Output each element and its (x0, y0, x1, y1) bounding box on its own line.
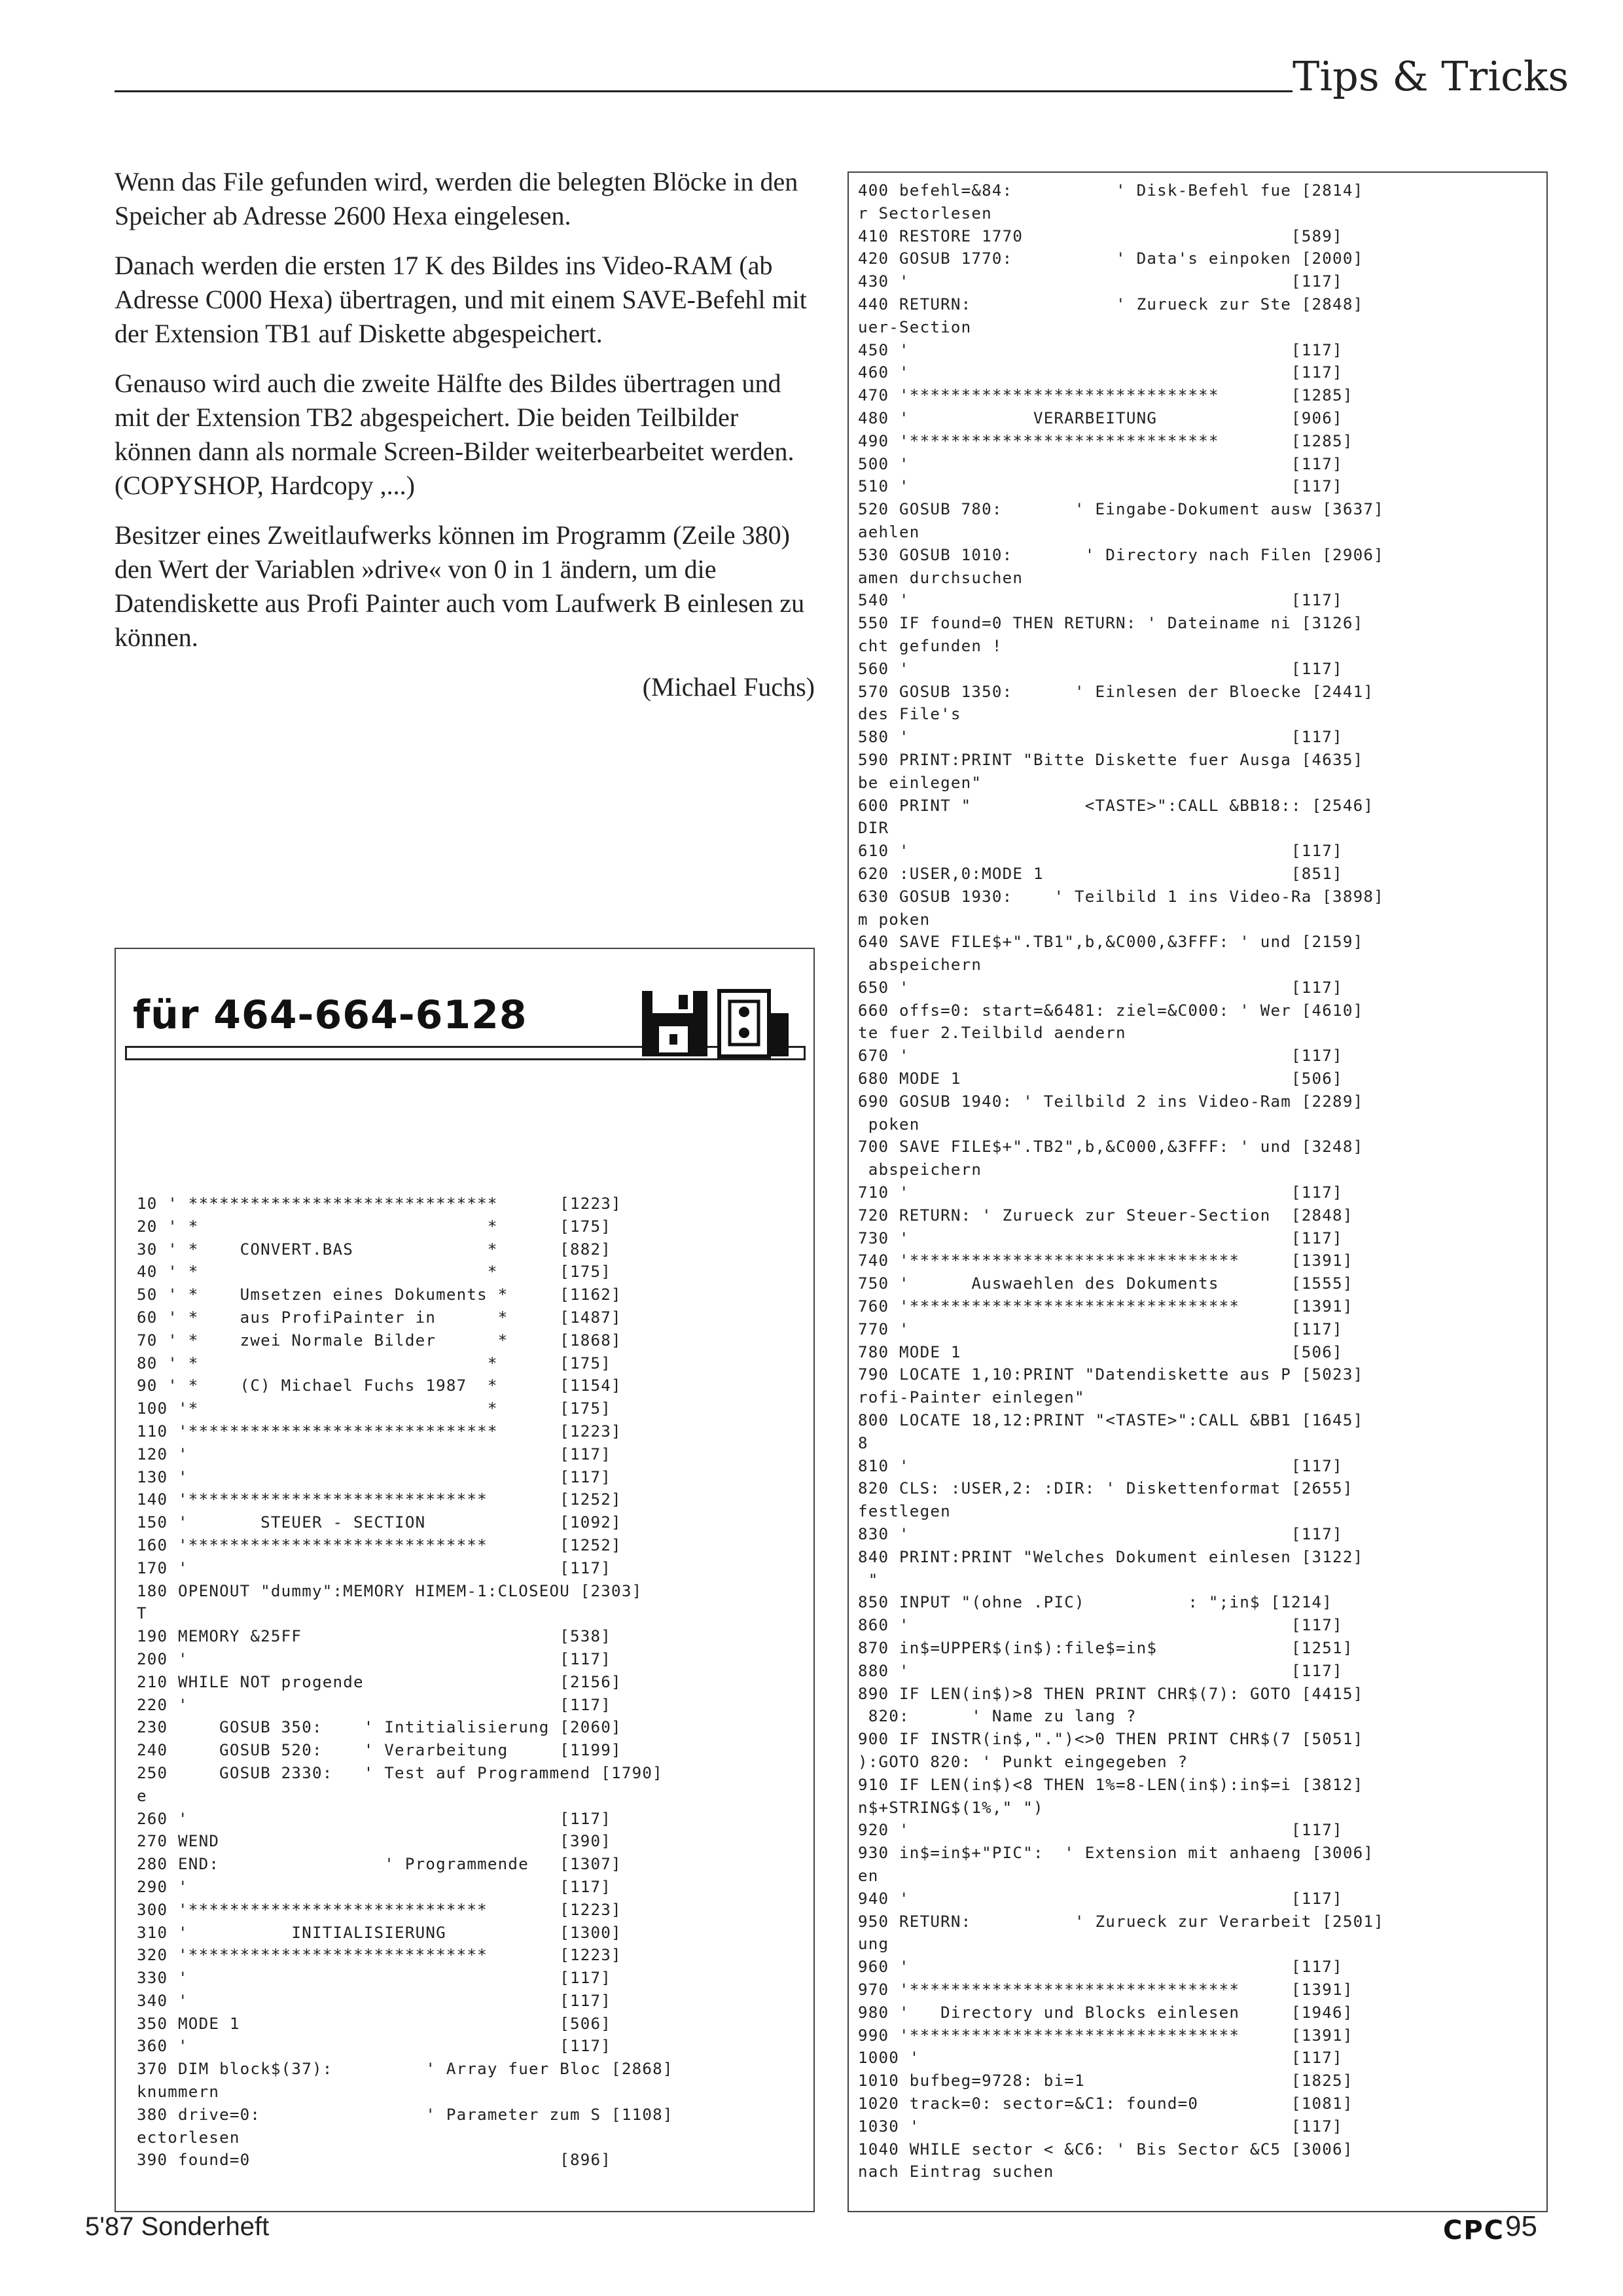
code-line: 490 '****************************** [1285] (858, 431, 1353, 450)
code-line: 130 ' [117] (137, 1467, 612, 1486)
code-line: 770 ' [117] (858, 1319, 1343, 1338)
code-line: 720 RETURN: ' Zurueck zur Steuer-Section [2848] (858, 1206, 1353, 1225)
code-line: 190 MEMORY &25FF [538] (137, 1627, 612, 1646)
code-listing-right (858, 179, 1542, 2183)
code-line: 410 RESTORE 1770 [589] (858, 226, 1343, 245)
code-line: T (137, 1604, 147, 1623)
code-line: 580 ' [117] (858, 728, 1343, 747)
code-line: poken (858, 1115, 920, 1134)
code-line: 210 WHILE NOT progende [2156] (137, 1672, 622, 1691)
code-line: r Sectorlesen (858, 204, 992, 223)
code-line: 550 IF found=0 THEN RETURN: ' Dateiname ni [3126] (858, 614, 1364, 633)
code-line: m poken (858, 910, 931, 929)
code-line: rofi-Painter einlegen" (858, 1388, 1085, 1407)
code-line: 310 ' INITIALISIERUNG [1300] (137, 1923, 622, 1942)
code-line: 320 '***************************** [1223] (137, 1946, 622, 1965)
code-line: 8 (858, 1433, 868, 1452)
code-line: 830 ' [117] (858, 1525, 1343, 1544)
code-line: 970 '******************************** [1391] (858, 1980, 1353, 1999)
code-line: abspeichern (858, 1160, 982, 1179)
code-line: 710 ' [117] (858, 1183, 1343, 1202)
code-line: 340 ' [117] (137, 1991, 612, 2010)
footer-brand-logo: CPC (1443, 2215, 1505, 2246)
code-line: 940 ' [117] (858, 1889, 1343, 1908)
code-line: 670 ' [117] (858, 1047, 1343, 1066)
code-line: 880 ' [117] (858, 1661, 1343, 1680)
code-line: festlegen (858, 1502, 951, 1521)
code-line: te fuer 2.Teilbild aendern (858, 1024, 1126, 1043)
code-line: 50 ' * Umsetzen eines Dokuments * [1162] (137, 1285, 622, 1304)
code-line: 530 GOSUB 1010: ' Directory nach Filen [2906] (858, 545, 1384, 564)
code-line: 760 '******************************** [1391] (858, 1297, 1353, 1316)
code-line: 560 ' [117] (858, 659, 1343, 678)
code-line: n$+STRING$(1%," ") (858, 1798, 1044, 1817)
code-line: 950 RETURN: ' Zurueck zur Verarbeit [2501] (858, 1912, 1384, 1931)
code-line: 750 ' Auswaehlen des Dokuments [1555] (858, 1274, 1353, 1293)
code-line: 930 in$=in$+"PIC": ' Extension mit anhaeng [3006] (858, 1844, 1374, 1863)
code-line: 600 PRINT " <TASTE>":CALL &BB18:: [2546] (858, 796, 1374, 815)
code-line: 860 ' [117] (858, 1616, 1343, 1635)
code-line: 1040 WHILE sector < &C6: ' Bis Sector &C5 [3006] (858, 2140, 1353, 2159)
code-line: aehlen (858, 522, 920, 541)
code-line: 540 ' [117] (858, 591, 1343, 610)
code-line: 110 '****************************** [1223] (137, 1422, 622, 1441)
code-line: 510 ' [117] (858, 477, 1343, 496)
code-line: 610 ' [117] (858, 842, 1343, 861)
code-line: 120 ' [117] (137, 1444, 612, 1463)
code-line: 140 '***************************** [1252] (137, 1490, 622, 1509)
code-line: 290 ' [117] (137, 1877, 612, 1896)
code-line: 810 ' [117] (858, 1456, 1343, 1475)
code-line: 180 OPENOUT "dummy":MEMORY HIMEM-1:CLOSEOU [2303] (137, 1581, 643, 1600)
code-line: ectorlesen (137, 2128, 240, 2147)
code-line: 1000 ' [117] (858, 2049, 1343, 2068)
code-line: 270 WEND [390] (137, 1832, 612, 1851)
code-line: cht gefunden ! (858, 636, 1003, 655)
code-line: 680 MODE 1 [506] (858, 1069, 1343, 1088)
code-line: 870 in$=UPPER$(in$):file$=in$ [1251] (858, 1639, 1353, 1657)
code-line: 390 found=0 [896] (137, 2151, 612, 2170)
paragraph: Besitzer eines Zweitlaufwerks können im Programm (Zeile 380) den Wert der Variablen »drive« von 0 in 1 ändern, um die Datendiskette aus Profi Painter auch vom Laufwerk B einlesen zu können. (115, 520, 805, 652)
code-line: 90 ' * (C) Michael Fuchs 1987 * [1154] (137, 1376, 622, 1395)
code-line: 280 END: ' Programmende [1307] (137, 1855, 622, 1874)
code-line: 910 IF LEN(in$)<8 THEN 1%=8-LEN(in$):in$=i [3812] (858, 1775, 1364, 1794)
code-line: DIR (858, 819, 889, 838)
code-listing-left (137, 1193, 804, 2172)
paragraph: Genauso wird auch die zweite Hälfte des Bildes übertragen und mit der Extension TB2 abgespeichert. Die beiden Teilbilder können dann als normale Screen-Bilder weiterbearbeitet werden. (COPYSHOP, Hardcopy ,...) (115, 368, 794, 500)
code-line: 640 SAVE FILE$+".TB1",b,&C000,&3FFF: ' und [2159] (858, 933, 1364, 952)
code-line: 570 GOSUB 1350: ' Einlesen der Bloecke [2441] (858, 682, 1374, 701)
article-text (115, 165, 815, 720)
code-line: 260 ' [117] (137, 1809, 612, 1828)
code-line: 850 INPUT "(ohne .PIC) : ";in$ [1214] (858, 1593, 1333, 1612)
code-line: 40 ' * * [175] (137, 1263, 612, 1282)
code-line: 1030 ' [117] (858, 2117, 1343, 2136)
code-line: 690 GOSUB 1940: ' Teilbild 2 ins Video-Ram [2289] (858, 1092, 1364, 1111)
platform-label: für 464-664-6128 (133, 992, 527, 1038)
code-line: 230 GOSUB 350: ' Intitialisierung [2060] (137, 1718, 622, 1737)
code-line: 300 '***************************** [1223] (137, 1900, 622, 1919)
code-line: " (858, 1570, 879, 1589)
code-line: nach Eintrag suchen (858, 2162, 1054, 2181)
code-line: 330 ' [117] (137, 1969, 612, 1988)
code-line: uer-Section (858, 317, 972, 336)
author: (Michael Fuchs) (642, 672, 815, 702)
code-line: 70 ' * zwei Normale Bilder * [1868] (137, 1331, 622, 1350)
code-line: 890 IF LEN(in$)>8 THEN PRINT CHR$(7): GOTO [4415] (858, 1684, 1364, 1703)
code-line: 900 IF INSTR(in$,".")<>0 THEN PRINT CHR$(7 [5051] (858, 1730, 1364, 1749)
code-line: ):GOTO 820: ' Punkt eingegeben ? (858, 1752, 1188, 1771)
code-line: 820 CLS: :USER,2: :DIR: ' Diskettenformat [2655] (858, 1479, 1353, 1498)
code-line: e (137, 1786, 147, 1805)
code-line: 200 ' [117] (137, 1649, 612, 1668)
code-line: 160 '***************************** [1252] (137, 1535, 622, 1554)
code-line: 400 befehl=&84: ' Disk-Befehl fue [2814] (858, 181, 1364, 200)
code-line: 790 LOCATE 1,10:PRINT "Datendiskette aus P [5023] (858, 1365, 1364, 1384)
code-line: 630 GOSUB 1930: ' Teilbild 1 ins Video-Ra [3898] (858, 887, 1384, 906)
code-line: abspeichern (858, 956, 982, 975)
code-line: 30 ' * CONVERT.BAS * [882] (137, 1240, 612, 1259)
code-line: 370 DIM block$(37): ' Array fuer Bloc [2868] (137, 2060, 673, 2079)
code-line: 450 ' [117] (858, 340, 1343, 359)
code-line: 360 ' [117] (137, 2037, 612, 2056)
code-line: 420 GOSUB 1770: ' Data's einpoken [2000] (858, 249, 1364, 268)
code-line: 60 ' * aus ProfiPainter in * [1487] (137, 1308, 622, 1327)
footer-issue: 5'87 Sonderheft (85, 2212, 270, 2241)
page-number: 95 (1505, 2210, 1537, 2242)
section-title: Tips & Tricks (1293, 52, 1569, 100)
code-line: 660 offs=0: start=&6481: ziel=&C000: ' Wer [4610] (858, 1001, 1364, 1020)
code-line: 780 MODE 1 [506] (858, 1342, 1343, 1361)
code-line: 590 PRINT:PRINT "Bitte Diskette fuer Ausga [4635] (858, 750, 1364, 769)
code-line: 150 ' STEUER - SECTION [1092] (137, 1513, 622, 1532)
code-line: 800 LOCATE 18,12:PRINT "<TASTE>":CALL &BB1 [1645] (858, 1411, 1364, 1430)
code-line: amen durchsuchen (858, 568, 1024, 587)
code-line: 650 ' [117] (858, 978, 1343, 997)
code-line: 100 '* * [175] (137, 1399, 612, 1418)
code-line: 170 ' [117] (137, 1558, 612, 1577)
floppy-disk-icon (642, 991, 707, 1056)
listing-box-right (847, 171, 1548, 2212)
cassette-icon (719, 991, 789, 1056)
code-line: 960 ' [117] (858, 1958, 1343, 1977)
code-line: knummern (137, 2083, 220, 2102)
code-line: 460 ' [117] (858, 363, 1343, 382)
code-line: 980 ' Directory und Blocks einlesen [1946] (858, 2003, 1353, 2022)
code-line: be einlegen" (858, 773, 982, 792)
code-line: 730 ' [117] (858, 1229, 1343, 1247)
code-line: des File's (858, 705, 961, 724)
code-line: 440 RETURN: ' Zurueck zur Ste [2848] (858, 295, 1364, 314)
code-line: 1020 track=0: sector=&C1: found=0 [1081] (858, 2094, 1353, 2113)
code-line: 10 ' ****************************** [1223] (137, 1194, 622, 1213)
code-line: 380 drive=0: ' Parameter zum S [1108] (137, 2105, 673, 2124)
code-line: 520 GOSUB 780: ' Eingabe-Dokument ausw [3637] (858, 500, 1384, 519)
code-line: 500 ' [117] (858, 454, 1343, 473)
code-line: 920 ' [117] (858, 1821, 1343, 1840)
code-line: 1010 bufbeg=9728: bi=1 [1825] (858, 2072, 1353, 2090)
code-line: 20 ' * * [175] (137, 1217, 612, 1236)
code-line: 240 GOSUB 520: ' Verarbeitung [1199] (137, 1741, 622, 1760)
code-line: 470 '****************************** [1285] (858, 386, 1353, 405)
code-line: 430 ' [117] (858, 272, 1343, 291)
code-line: ung (858, 1935, 889, 1954)
header-rule (115, 90, 1293, 92)
paragraph: Wenn das File gefunden wird, werden die belegten Blöcke in den Speicher ab Adresse 2600 Hexa eingelesen. (115, 167, 798, 230)
code-line: 220 ' [117] (137, 1695, 612, 1714)
code-line: 840 PRINT:PRINT "Welches Dokument einlesen [3122] (858, 1547, 1364, 1566)
platform-banner (125, 987, 806, 1059)
code-line: en (858, 1866, 879, 1885)
code-line: 620 :USER,0:MODE 1 [851] (858, 864, 1343, 883)
code-line: 480 ' VERARBEITUNG [906] (858, 408, 1343, 427)
listing-box-left (115, 948, 815, 2212)
code-line: 350 MODE 1 [506] (137, 2014, 612, 2033)
code-line: 80 ' * * [175] (137, 1354, 612, 1372)
code-line: 820: ' Name zu lang ? (858, 1707, 1137, 1726)
code-line: 250 GOSUB 2330: ' Test auf Programmend [1790] (137, 1763, 663, 1782)
code-line: 740 '******************************** [1391] (858, 1251, 1353, 1270)
paragraph: Danach werden die ersten 17 K des Bildes ins Video-RAM (ab Adresse C000 Hexa) übertragen, und mit einem SAVE-Befehl mit der Extension TB1 auf Diskette abgespeichert. (115, 251, 807, 348)
media-icons (635, 987, 793, 1059)
code-line: 990 '******************************** [1391] (858, 2026, 1353, 2045)
code-line: 700 SAVE FILE$+".TB2",b,&C000,&3FFF: ' und [3248] (858, 1138, 1364, 1157)
